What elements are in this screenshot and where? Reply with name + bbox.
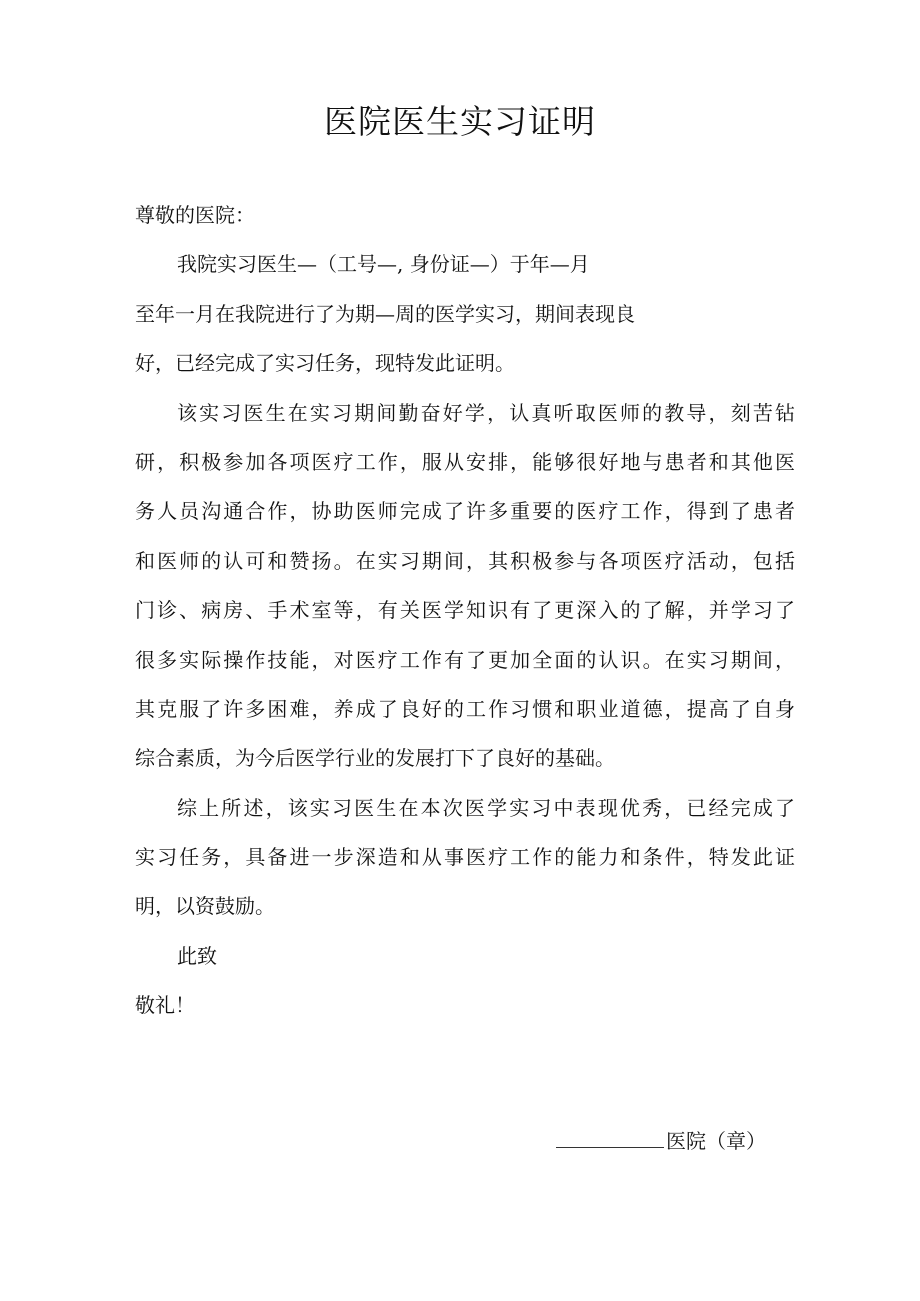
signature-block	[556, 1125, 766, 1156]
paragraph3-line: 明，以资鼓励。	[135, 894, 275, 919]
paragraph2-line: 研，积极参加各项医疗工作，服从安排，能够很好地与患者和其他医	[135, 449, 795, 474]
document-title: 医院医生实习证明	[324, 102, 596, 141]
paragraph3-line: 综上所述，该实习医生在本次医学实习中表现优秀，已经完成了	[177, 795, 795, 820]
paragraph2-line: 和医师的认可和赞扬。在实习期间，其积极参与各项医疗活动，包括	[135, 548, 795, 573]
paragraph3-line: 实习任务，具备进一步深造和从事医疗工作的能力和条件，特发此证	[135, 845, 795, 870]
paragraph2-line: 门诊、病房、手术室等，有关医学知识有了更深入的了解，并学习了	[135, 598, 795, 623]
signature-blank-line	[556, 1125, 664, 1148]
paragraph2-line: 其克服了许多困难，养成了良好的工作习惯和职业道德，提高了自身	[135, 696, 795, 721]
paragraph2-line: 务人员沟通合作，协助医师完成了许多重要的医疗工作，得到了患者	[135, 499, 795, 524]
paragraph2-line: 该实习医生在实习期间勤奋好学，认真听取医师的教导，刻苦钻	[177, 400, 795, 425]
paragraph1-line: 我院实习医生—（工号—, 身份证—）于年—月	[177, 252, 590, 277]
paragraph1-line: 好，已经完成了实习任务，现特发此证明。	[135, 351, 515, 376]
paragraph1-line: 至年一月在我院进行了为期—周的医学实习，期间表现良	[135, 301, 635, 326]
paragraph2-line: 综合素质，为今后医学行业的发展打下了良好的基础。	[135, 746, 615, 771]
closing-line: 此致	[177, 943, 217, 968]
paragraph2-line: 很多实际操作技能，对医疗工作有了更加全面的认识。在实习期间，	[135, 647, 795, 672]
closing-greeting: 敬礼！	[135, 993, 195, 1018]
signature-text: 医院（章）	[666, 1129, 766, 1153]
salutation: 尊敬的医院：	[135, 203, 255, 227]
document-body	[135, 191, 795, 1031]
